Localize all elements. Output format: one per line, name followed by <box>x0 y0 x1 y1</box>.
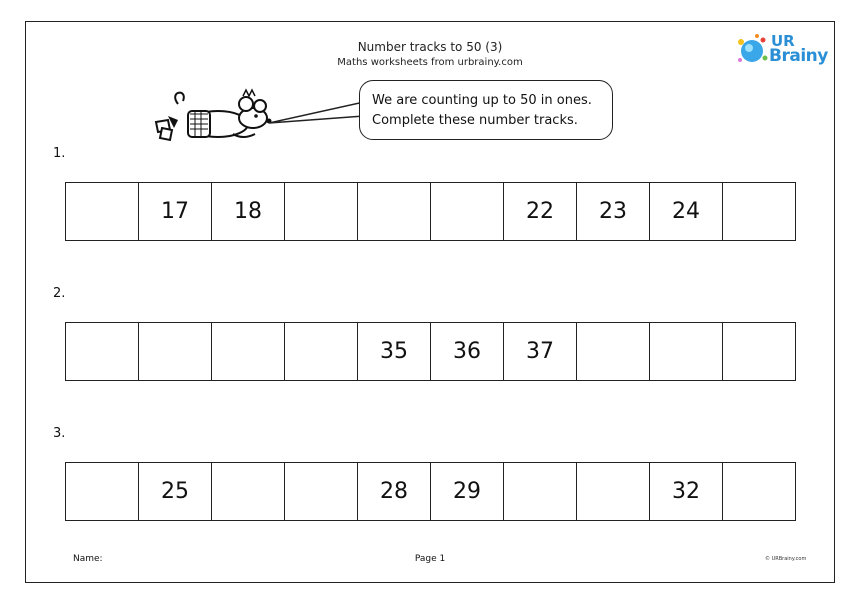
urbrainy-logo <box>735 32 828 68</box>
speech-bubble-tail <box>269 98 364 128</box>
question-number-2: 2. <box>53 286 66 301</box>
instruction-line-2: Complete these number tracks. <box>372 113 578 128</box>
track-cell[interactable] <box>66 323 139 380</box>
track-cell[interactable] <box>723 183 795 240</box>
track-cell[interactable]: 28 <box>358 463 431 520</box>
question-number-1: 1. <box>53 146 66 161</box>
track-cell[interactable] <box>723 463 795 520</box>
worksheet-page <box>25 21 835 583</box>
mouse-illustration <box>148 86 273 146</box>
track-cell[interactable] <box>723 323 795 380</box>
track-cell[interactable]: 18 <box>212 183 285 240</box>
track-cell[interactable] <box>577 323 650 380</box>
speech-bubble <box>359 80 613 140</box>
track-cell[interactable] <box>66 463 139 520</box>
track-cell[interactable]: 37 <box>504 323 577 380</box>
track-cell[interactable]: 36 <box>431 323 504 380</box>
track-cell[interactable]: 25 <box>139 463 212 520</box>
track-cell[interactable] <box>66 183 139 240</box>
track-cell[interactable] <box>577 463 650 520</box>
track-cell[interactable] <box>139 323 212 380</box>
instruction-line-1: We are counting up to 50 in ones. <box>372 93 592 108</box>
track-cell[interactable]: 35 <box>358 323 431 380</box>
track-cell[interactable] <box>285 183 358 240</box>
footer-page-number: Page 1 <box>414 554 446 564</box>
track-cell[interactable] <box>212 463 285 520</box>
track-cell[interactable]: 17 <box>139 183 212 240</box>
footer-name-label: Name: <box>73 554 103 564</box>
track-cell[interactable] <box>504 463 577 520</box>
worksheet-subtitle: Maths worksheets from urbrainy.com <box>337 57 523 68</box>
logo-text-brainy: Brainy <box>769 46 828 66</box>
number-track-1 <box>65 182 796 241</box>
logo-text-ur: UR <box>771 32 795 50</box>
track-cell[interactable]: 24 <box>650 183 723 240</box>
track-cell[interactable]: 22 <box>504 183 577 240</box>
track-cell[interactable]: 32 <box>650 463 723 520</box>
track-cell[interactable] <box>285 463 358 520</box>
question-number-3: 3. <box>53 426 66 441</box>
number-track-3 <box>65 462 796 521</box>
footer-copyright: © URBrainy.com <box>765 556 807 562</box>
track-cell[interactable] <box>431 183 504 240</box>
number-track-2 <box>65 322 796 381</box>
track-cell[interactable] <box>650 323 723 380</box>
worksheet-title: Number tracks to 50 (3) <box>357 40 503 54</box>
track-cell[interactable] <box>358 183 431 240</box>
track-cell[interactable] <box>212 323 285 380</box>
track-cell[interactable]: 29 <box>431 463 504 520</box>
track-cell[interactable] <box>285 323 358 380</box>
globe-icon <box>735 32 771 68</box>
track-cell[interactable]: 23 <box>577 183 650 240</box>
